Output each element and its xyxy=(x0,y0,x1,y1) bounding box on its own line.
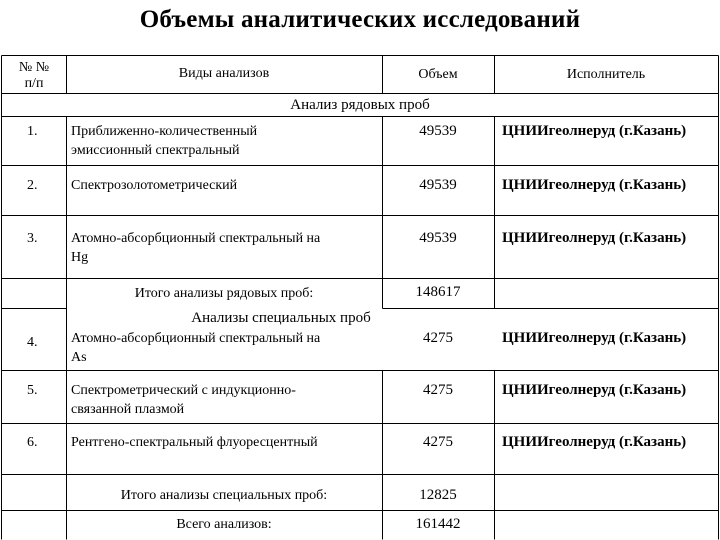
header-number-line2: п/п xyxy=(24,76,44,91)
page-title: Объемы аналитических исследований xyxy=(139,6,581,33)
header-types: Виды анализов xyxy=(178,66,270,81)
analysis-type-line1: Спектрометрический с индукционно- xyxy=(71,383,296,398)
executor: ЦНИИгеолнеруд (г.Казань) xyxy=(502,382,687,398)
header-number xyxy=(2,60,66,92)
analysis-type-line1: Приближенно-количественный xyxy=(71,124,258,139)
row-number: 5. xyxy=(27,383,38,398)
row-number: 3. xyxy=(27,231,38,246)
row-number: 1. xyxy=(27,124,38,139)
section-title-routine: Анализ рядовых проб xyxy=(290,97,430,113)
analysis-type xyxy=(71,329,381,367)
analysis-type-line1: Рентгено-спектральный флуоресцентный xyxy=(71,435,318,450)
header-number-line1: № № xyxy=(18,60,50,75)
analysis-type xyxy=(71,229,381,267)
analysis-volume: 49539 xyxy=(419,230,457,246)
total-routine-label: Итого анализы рядовых проб: xyxy=(134,286,314,301)
analysis-type-line2: Hg xyxy=(71,250,89,265)
analysis-volume: 4275 xyxy=(423,434,453,450)
executor: ЦНИИгеолнеруд (г.Казань) xyxy=(502,330,687,346)
analysis-type-line2: эмиссионный спектральный xyxy=(71,143,240,158)
grand-total-label: Всего анализов: xyxy=(176,517,272,532)
analysis-type-line2: связанной плазмой xyxy=(71,402,185,417)
total-special-value: 12825 xyxy=(419,487,457,503)
analysis-type xyxy=(71,381,381,419)
analysis-type-line1: Атомно-абсорбционный спектральный на xyxy=(71,231,321,246)
executor: ЦНИИгеолнеруд (г.Казань) xyxy=(502,177,687,193)
header-volume: Объем xyxy=(418,67,458,82)
analysis-type xyxy=(71,122,381,160)
analysis-type xyxy=(71,176,381,195)
analysis-volume: 49539 xyxy=(419,123,457,139)
executor: ЦНИИгеолнеруд (г.Казань) xyxy=(502,434,687,450)
analysis-type-line2: As xyxy=(71,350,87,365)
row-number: 2. xyxy=(27,178,38,193)
section-title-special: Анализы специальных проб xyxy=(191,310,371,326)
grand-total-value: 161442 xyxy=(415,516,461,532)
executor: ЦНИИгеолнеруд (г.Казань) xyxy=(502,230,687,246)
header-executor: Исполнитель xyxy=(566,67,646,82)
row-number: 4. xyxy=(27,335,38,350)
analysis-volume: 4275 xyxy=(423,330,453,346)
total-special-label: Итого анализы специальных проб: xyxy=(120,488,328,503)
analysis-type xyxy=(71,433,381,452)
analysis-volume: 4275 xyxy=(423,382,453,398)
analysis-type-line1: Спектрозолотометрический xyxy=(71,178,238,193)
analysis-type-line1: Атомно-абсорбционный спектральный на xyxy=(71,331,321,346)
total-routine-value: 148617 xyxy=(415,284,461,300)
executor: ЦНИИгеолнеруд (г.Казань) xyxy=(502,123,687,139)
row-number: 6. xyxy=(27,435,38,450)
analysis-volume: 49539 xyxy=(419,177,457,193)
